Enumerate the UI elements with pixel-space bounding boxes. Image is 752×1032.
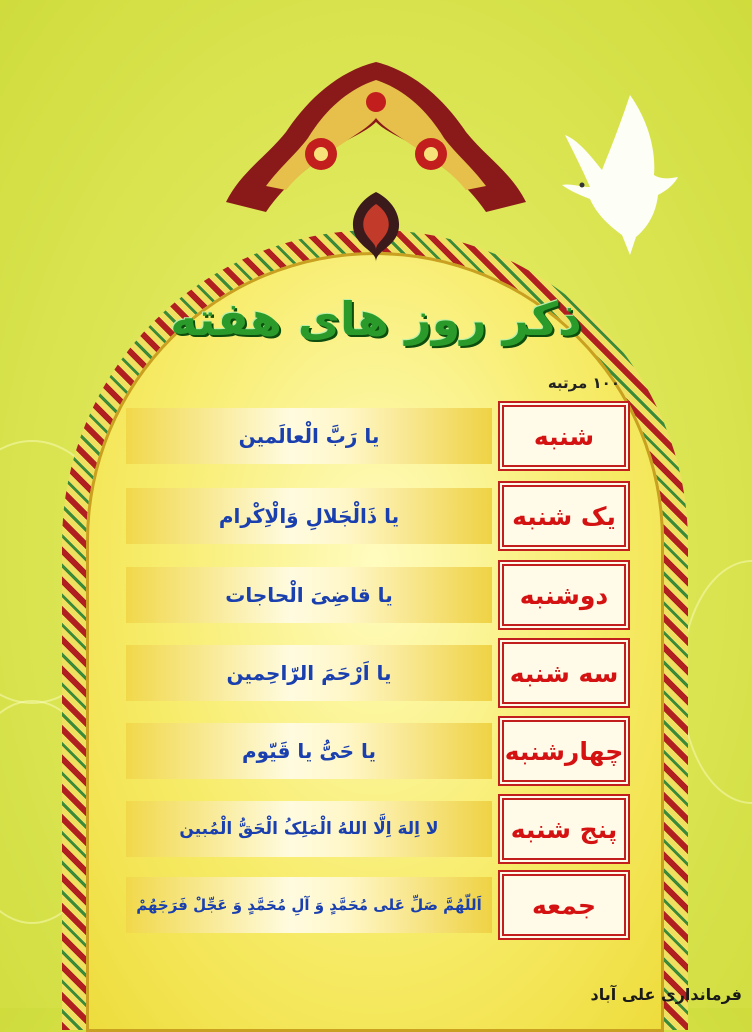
zekr-bar bbox=[126, 408, 492, 464]
day-label-box bbox=[502, 642, 626, 704]
zekr-text: اَللّهُمَّ صَلِّ عَلی مُحَمَّدٍ وَ آلِ مُحَمَّدٍ وَ عَجِّلْ فَرَجَهُمْ bbox=[136, 896, 482, 914]
zekr-text: یا رَبَّ الْعالَمین bbox=[238, 424, 380, 448]
zekr-text: یا اَرْحَمَ الرّاحِمین bbox=[226, 661, 392, 685]
list-item bbox=[126, 642, 626, 704]
list-item bbox=[126, 798, 626, 860]
repetition-count: ۱۰۰ مرتبه bbox=[547, 374, 620, 392]
zekr-text: یا قاضِیَ الْحاجات bbox=[225, 583, 393, 607]
zekr-bar bbox=[126, 567, 492, 623]
day-name: شنبه bbox=[533, 421, 595, 451]
background-swirl-right bbox=[680, 560, 752, 804]
list-item bbox=[126, 405, 626, 467]
zekr-text: یا حَیُّ یا قَیّوم bbox=[241, 739, 377, 763]
list-item bbox=[126, 720, 626, 782]
day-name: یک شنبه bbox=[512, 501, 616, 531]
day-name: جمعه bbox=[531, 890, 597, 920]
footer-credit: فرمانداری علی آباد bbox=[590, 985, 742, 1004]
day-name: سه شنبه bbox=[509, 658, 619, 688]
day-label-box bbox=[502, 874, 626, 936]
zekr-text: لا اِلهَ اِلَّا اللهُ الْمَلِکُ الْحَقُّ الْمُبین bbox=[179, 819, 439, 839]
zekr-text: یا ذَالْجَلالِ وَالْاِکْرام bbox=[218, 504, 400, 528]
day-label-box bbox=[502, 485, 626, 547]
day-label-box bbox=[502, 798, 626, 860]
day-name: پنج شنبه bbox=[510, 814, 618, 844]
day-label-box bbox=[502, 405, 626, 467]
ornament-crown-icon bbox=[226, 62, 526, 262]
list-item bbox=[126, 485, 626, 547]
day-label-box bbox=[502, 564, 626, 626]
zekr-bar bbox=[126, 723, 492, 779]
day-name: دوشنبه bbox=[519, 580, 609, 610]
day-label-box bbox=[502, 720, 626, 782]
zekr-bar bbox=[126, 645, 492, 701]
list-item bbox=[126, 564, 626, 626]
dove-icon bbox=[560, 95, 680, 255]
zekr-bar bbox=[126, 801, 492, 857]
page-title: ذکر روز های هفته bbox=[170, 292, 582, 346]
day-name: چهارشنبه bbox=[504, 736, 624, 766]
zekr-bar bbox=[126, 488, 492, 544]
list-item bbox=[126, 874, 626, 936]
zekr-bar bbox=[126, 877, 492, 933]
